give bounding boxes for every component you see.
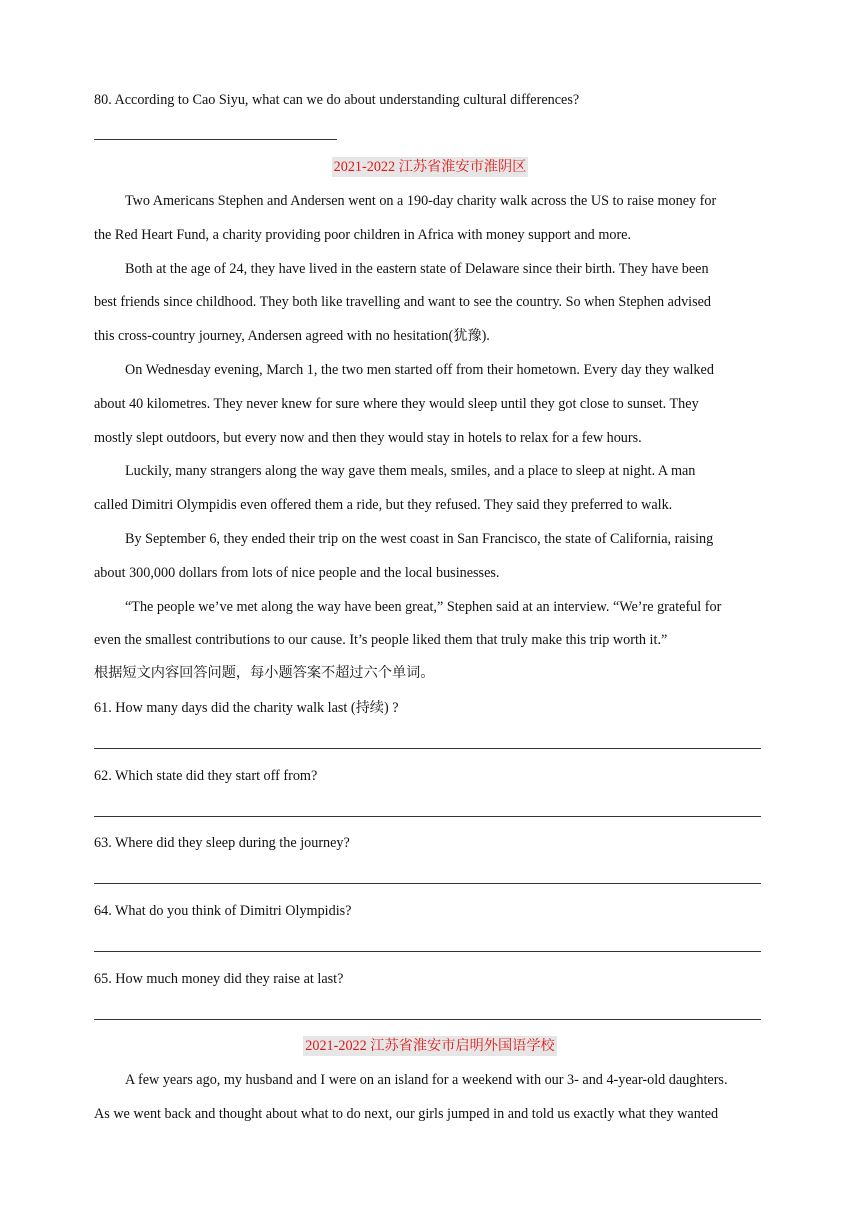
answer-line-61[interactable] xyxy=(94,748,761,749)
section-header-label: 2021-2022 江苏省淮安市启明外国语学校 xyxy=(305,1038,555,1054)
question-80: 80. According to Cao Siyu, what can we do about understanding cultural differences? xyxy=(94,92,580,108)
question-63: 63. Where did they sleep during the journey? xyxy=(94,835,350,851)
passage-line: the Red Heart Fund, a charity providing poor children in Africa with money support and more. xyxy=(94,227,632,243)
question-65: 65. How much money did they raise at last? xyxy=(94,971,344,987)
answer-line-62[interactable] xyxy=(94,816,761,817)
answer-line-80[interactable] xyxy=(94,139,337,140)
passage-line: As we went back and thought about what to do next, our girls jumped in and told us exactly what they wanted xyxy=(94,1106,719,1122)
passage-line: best friends since childhood. They both like travelling and want to see the country. So when Stephen advised xyxy=(94,294,712,310)
passage-line: “The people we’ve met along the way have been great,” Stephen said at an interview. “We’re grateful for xyxy=(125,599,722,615)
passage-line: A few years ago, my husband and I were on an island for a weekend with our 3- and 4-year-old daughters. xyxy=(125,1072,728,1088)
section-header-huaiyin xyxy=(0,157,860,177)
passage-line: Both at the age of 24, they have lived in the eastern state of Delaware since their birth. They have been xyxy=(125,261,709,277)
passage-line: Luckily, many strangers along the way gave them meals, smiles, and a place to sleep at night. A man xyxy=(125,463,696,479)
answer-line-64[interactable] xyxy=(94,951,761,952)
question-62: 62. Which state did they start off from? xyxy=(94,768,318,784)
question-61: 61. How many days did the charity walk last (持续) ? xyxy=(94,700,399,716)
passage-line: about 300,000 dollars from lots of nice people and the local businesses. xyxy=(94,565,500,581)
passage-line: called Dimitri Olympidis even offered them a ride, but they refused. They said they preferred to walk. xyxy=(94,497,673,513)
answer-line-63[interactable] xyxy=(94,883,761,884)
passage-line: On Wednesday evening, March 1, the two men started off from their hometown. Every day they walked xyxy=(125,362,714,378)
answer-line-65[interactable] xyxy=(94,1019,761,1020)
section-header-label: 2021-2022 江苏省淮安市淮阴区 xyxy=(333,159,527,175)
passage-line: Two Americans Stephen and Andersen went on a 190-day charity walk across the US to raise money for xyxy=(125,193,717,209)
passage-line: even the smallest contributions to our cause. It’s people liked them that truly make this trip worth it.” xyxy=(94,632,668,648)
question-64: 64. What do you think of Dimitri Olympidis? xyxy=(94,903,352,919)
passage-line: about 40 kilometres. They never knew for sure where they would sleep until they got close to sunset. They xyxy=(94,396,699,412)
instruction-text: 根据短文内容回答问题，每小题答案不超过六个单词。 xyxy=(94,665,435,681)
passage-line: mostly slept outdoors, but every now and then they would stay in hotels to relax for a few hours. xyxy=(94,430,642,446)
passage-line: By September 6, they ended their trip on the west coast in San Francisco, the state of California, raising xyxy=(125,531,714,547)
passage-line: this cross-country journey, Andersen agreed with no hesitation(犹豫). xyxy=(94,328,490,344)
section-header-qiming xyxy=(0,1036,860,1056)
